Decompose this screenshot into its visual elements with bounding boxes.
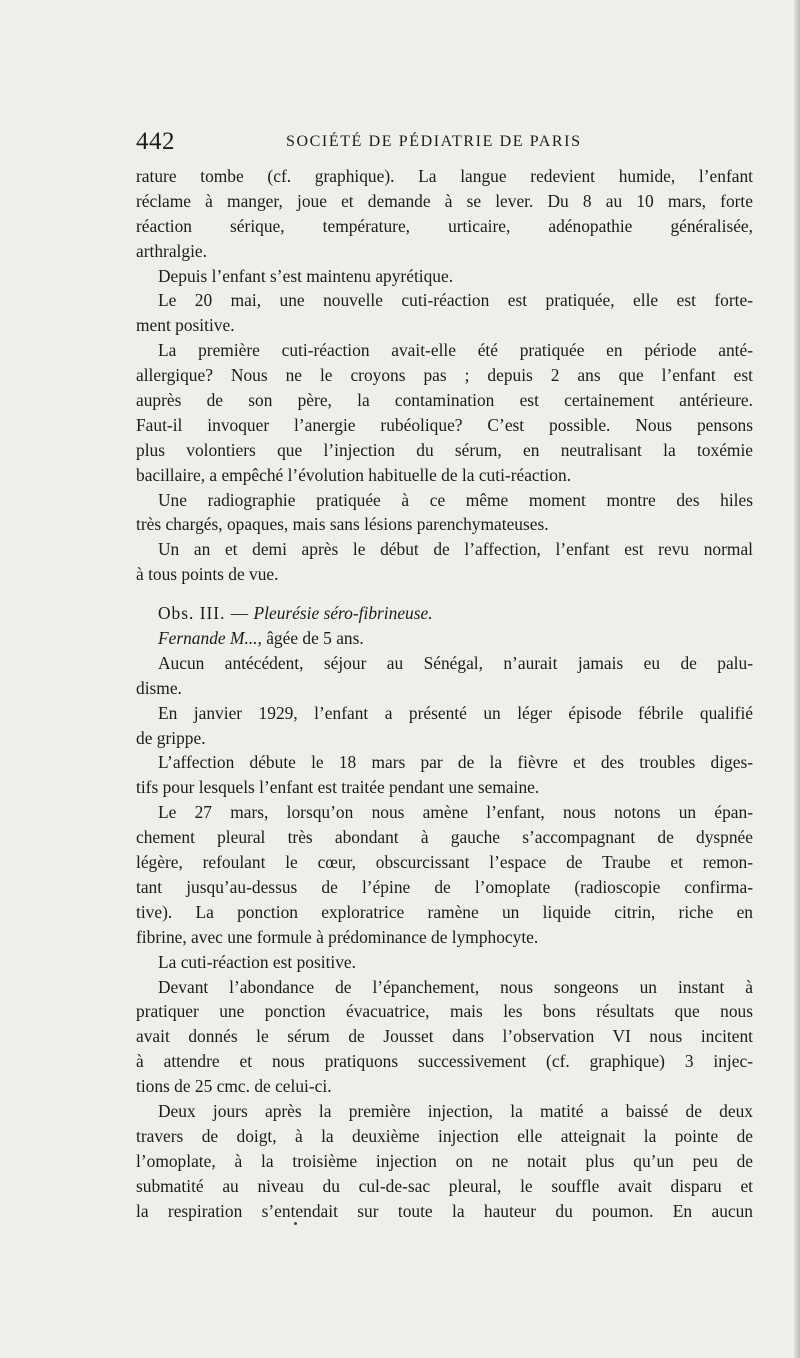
text-line: Devant l’abondance de l’épanchement, nous songeons un instant à: [158, 976, 753, 997]
text-line: L’affection débute le 18 mars par de la fièvre et des troubles diges-: [158, 752, 753, 773]
text-line: submatité au niveau du cul-de-sac pleural, le souffle avait disparu et: [136, 1175, 753, 1196]
text-line: disme.: [136, 677, 182, 698]
text-line: tant jusqu’au-dessus de l’épine de l’omoplate (radioscopie confirma-: [136, 876, 753, 897]
text-line: à attendre et nous pratiquons successivement (cf. graphique) 3 injec-: [136, 1051, 753, 1072]
text-line: Un an et demi après le début de l’affection, l’enfant est revu normal: [158, 539, 753, 560]
text-line: Depuis l’enfant s’est maintenu apyrétique.: [158, 265, 454, 286]
text-line: de grippe.: [136, 727, 206, 748]
body-text: [136, 164, 753, 1223]
text-line: allergique? Nous ne le croyons pas ; depuis 2 ans que l’enfant est: [136, 365, 753, 386]
text-line: réclame à manger, joue et demande à se lever. Du 8 au 10 mars, forte: [136, 190, 753, 211]
text-line: La première cuti-réaction avait-elle été pratiquée en période anté-: [158, 340, 753, 361]
text-line: fibrine, avec une formule à prédominance de lymphocyte.: [136, 926, 539, 947]
text-line: la respiration s’entendait sur toute la hauteur du poumon. En aucun: [136, 1200, 753, 1221]
text-line: l’omoplate, à la troisième injection on ne notait plus qu’un peu de: [136, 1150, 753, 1171]
text-line: bacillaire, a empêché l’évolution habituelle de la cuti-réaction.: [136, 464, 572, 485]
text-line: chement pleural très abondant à gauche s’accompagnant de dyspnée: [136, 827, 753, 848]
text-line: tifs pour lesquels l’enfant est traitée pendant une semaine.: [136, 777, 540, 798]
text-line: Deux jours après la première injection, la matité a baissé de deux: [158, 1100, 753, 1121]
text-line: Le 27 mars, lorsqu’on nous amène l’enfant, nous notons un épan-: [158, 802, 753, 823]
patient-name: Fernande M...,: [158, 628, 262, 649]
ink-speck: [294, 1222, 297, 1225]
text-line: Aucun antécédent, séjour au Sénégal, n’aurait jamais eu de palu-: [158, 652, 753, 673]
text-line: En janvier 1929, l’enfant a présenté un léger épisode fébrile qualifié: [158, 702, 753, 723]
text-line: auprès de son père, la contamination est certainement antérieure.: [136, 390, 753, 411]
text-line: plus volontiers que l’injection du sérum, en neutralisant la toxémie: [136, 439, 753, 460]
running-title: SOCIÉTÉ DE PÉDIATRIE DE PARIS: [286, 133, 582, 150]
text-line: Le 20 mai, une nouvelle cuti-réaction est pratiquée, elle est forte-: [158, 290, 753, 311]
text-line: rature tombe (cf. graphique). La langue redevient humide, l’enfant: [136, 166, 753, 186]
text-line: travers de doigt, à la deuxième injection elle atteignait la pointe de: [136, 1125, 753, 1146]
page-number: 442: [136, 128, 175, 155]
page-header: [136, 128, 753, 162]
observation-heading: [136, 601, 753, 626]
text-line: pratiquer une ponction évacuatrice, mais les bons résultats que nous: [136, 1001, 753, 1022]
text-line: La cuti-réaction est positive.: [158, 951, 356, 972]
text-line: à tous points de vue.: [136, 564, 279, 585]
text-line: réaction sérique, température, urticaire, adénopathie généralisée,: [136, 215, 753, 236]
text-line: Une radiographie pratiquée à ce même moment montre des hiles: [158, 489, 753, 510]
text-line: tive). La ponction exploratrice ramène un liquide citrin, riche en: [136, 901, 753, 922]
scan-edge: [794, 0, 800, 1358]
patient-age: âgée de 5 ans.: [261, 628, 364, 649]
observation-label: Obs. III. —: [158, 603, 250, 624]
text-line: avait donnés le sérum de Jousset dans l’observation VI nous incitent: [136, 1026, 753, 1047]
text-line: tions de 25 cmc. de celui-ci.: [136, 1076, 332, 1097]
text-line: très chargés, opaques, mais sans lésions parenchymateuses.: [136, 514, 549, 535]
text-line: Faut-il invoquer l’anergie rubéolique? C’est possible. Nous pensons: [136, 414, 753, 435]
observation-title: Pleurésie séro-fibrineuse.: [253, 603, 433, 624]
text-line: ment positive.: [136, 315, 235, 336]
patient-line: [136, 626, 753, 651]
text-line: légère, refoulant le cœur, obscurcissant l’espace de Traube et remon-: [136, 852, 753, 873]
book-page: [136, 128, 753, 1223]
text-line: arthralgie.: [136, 240, 207, 261]
